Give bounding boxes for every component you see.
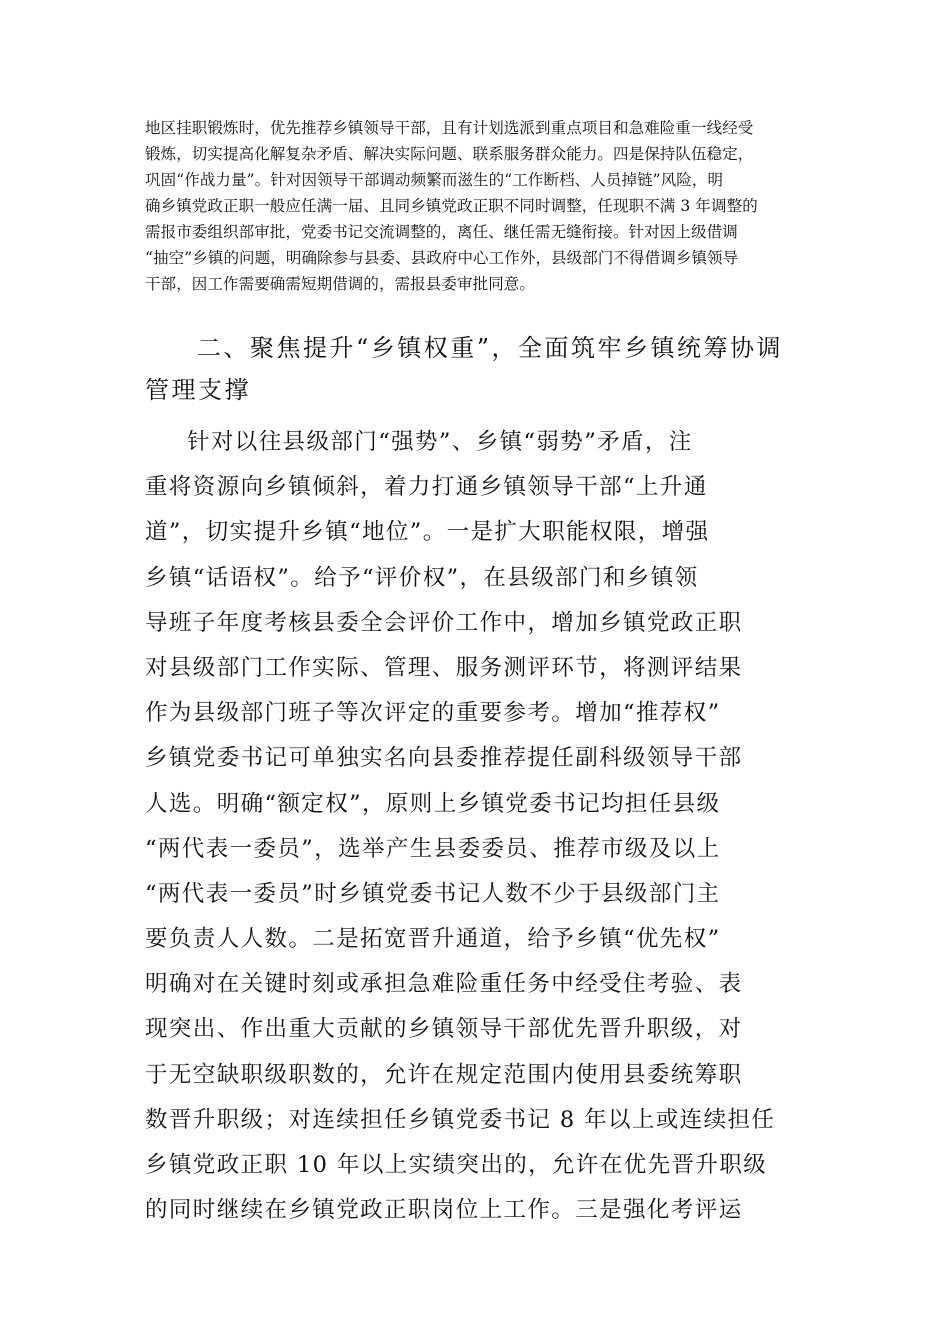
heading-line: 管理支撑 — [145, 376, 251, 404]
heading-line: 二、聚焦提升“乡镇权重”，全面筑牢乡镇统筹协调 — [197, 334, 784, 362]
top-paragraph — [145, 115, 809, 297]
body-line: 要负责人人数。二是拓宽晋升通道，给予乡镇“优先权” — [145, 926, 721, 953]
body-line: 明确对在关键时刻或承担急难险重任务中经受住考验、表 — [145, 971, 743, 998]
section-heading — [145, 327, 809, 411]
paragraph-line: 地区挂职锻炼时，优先推荐乡镇领导干部，且有计划选派到重点项目和急难险重一线经受 — [145, 119, 754, 137]
paragraph-line: “抽空”乡镇的问题，明确除参与县委、县政府中心工作外，县级部门不得借调乡镇领导 — [145, 249, 739, 267]
paragraph-line: 锻炼，切实提高化解复杂矛盾、解决实际问题、联系服务群众能力。四是保持队伍稳定， — [145, 145, 754, 163]
paragraph-line: 干部，因工作需要确需短期借调的，需报县委审批同意。 — [145, 275, 536, 293]
paragraph-line: 确乡镇党政正职一般应任满一届、且同乡镇党政正职不同时调整，任现职不满 3 年调整的 — [145, 197, 758, 215]
body-line: 作为县级部门班子等次评定的重要参考。增加“推荐权” — [145, 700, 721, 727]
body-line: 数晋升职级；对连续担任乡镇党委书记 8 年以上或连续担任 — [145, 1106, 776, 1133]
body-line: 于无空缺职级职数的，允许在规定范围内使用县委统筹职 — [145, 1061, 743, 1088]
body-line: 重将资源向乡镇倾斜，着力打通乡镇领导干部“上升通 — [145, 474, 708, 501]
body-line: 现突出、作出重大贡献的乡镇领导干部优先晋升职级，对 — [145, 1016, 743, 1043]
body-line: 乡镇“话语权”。给予“评价权”，在县级部门和乡镇领 — [145, 564, 699, 591]
body-line: 道”，切实提升乡镇“地位”。一是扩大职能权限，增强 — [145, 519, 710, 546]
body-line: 人选。明确“额定权”，原则上乡镇党委书记均担任县级 — [145, 790, 721, 817]
body-line: 乡镇党委书记可单独实名向县委推荐提任副科级领导干部 — [145, 745, 743, 772]
body-line: 对县级部门工作实际、管理、服务测评环节，将测评结果 — [145, 654, 743, 681]
paragraph-line: 巩固“作战力量”。针对因领导干部调动频繁而滋生的“工作断档、人员掉链”风险，明 — [145, 171, 724, 189]
body-line: 针对以往县级部门“强势”、乡镇“弱势”矛盾，注 — [187, 429, 693, 455]
body-line: “两代表一委员”，选举产生县委委员、推荐市级及以上 — [145, 835, 721, 862]
body-paragraph — [145, 420, 809, 1233]
body-line: 的同时继续在乡镇党政正职岗位上工作。三是强化考评运 — [145, 1197, 743, 1224]
paragraph-line: 需报市委组织部审批，党委书记交流调整的，离任、继任需无缝衔接。针对因上级借调 — [145, 223, 738, 241]
body-line: 乡镇党政正职 10 年以上实绩突出的，允许在优先晋升职级 — [145, 1152, 768, 1178]
body-line: 导班子年度考核县委全会评价工作中，增加乡镇党政正职 — [145, 609, 743, 636]
body-line: “两代表一委员”时乡镇党委书记人数不少于县级部门主 — [145, 880, 721, 907]
